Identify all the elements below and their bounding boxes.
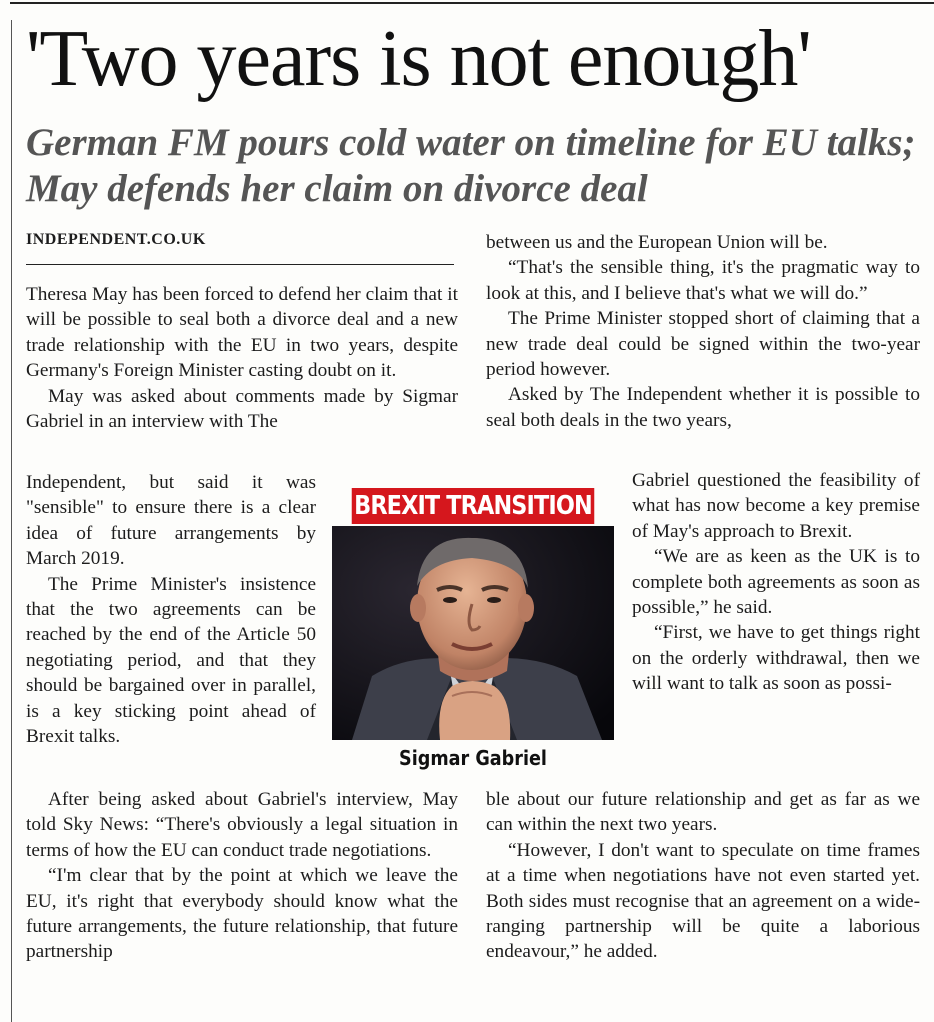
paragraph: Asked by The Independent whether it is possible to seal both deals in the two years, <box>486 384 920 431</box>
subheadline: German FM pours cold water on timeline for EU talks; May defends her claim on divorce deal <box>26 121 916 210</box>
article-left-narrow <box>26 470 316 749</box>
portrait-photo <box>332 526 614 740</box>
photo-caption: Sigmar Gabriel <box>399 746 547 770</box>
paragraph: Gabriel questioned the feasibility of what has now become a key premise of May's approach to Brexit. <box>632 470 920 542</box>
section-kicker: BREXIT TRANSITION <box>352 488 595 524</box>
paragraph: “First, we have to get things right on the orderly withdrawal, then we will want to talk as soon as possi- <box>632 622 920 695</box>
paragraph: “However, I don't want to speculate on time frames at a time when negotiations have not even started yet. Both sides must recognise that an agreement on a wide-ranging partnership will be quite a laborious endeavour,” he added. <box>486 839 920 963</box>
paragraph: “I'm clear that by the point at which we leave the EU, it's right that everybody should know what the future arrangements, the future relationship, that future partnership <box>26 865 458 963</box>
top-rule <box>10 2 934 4</box>
article-right-bottom <box>486 787 920 965</box>
paragraph: ble about our future relationship and get as far as we can within the next two years. <box>486 789 920 836</box>
source-byline: INDEPENDENT.CO.UK <box>26 231 206 248</box>
paragraph: Independent, but said it was "sensible" to ensure there is a clear idea of future arrangements by March 2019. <box>26 472 316 570</box>
paragraph: May was asked about comments made by Sigmar Gabriel in an interview with The <box>26 385 458 433</box>
headline: 'Two years is not enough' <box>26 15 811 103</box>
paragraph: The Prime Minister stopped short of claiming that a new trade deal could be signed within the two-year period however. <box>486 308 920 381</box>
portrait-illustration <box>332 526 614 740</box>
article-right-narrow <box>632 468 920 697</box>
paragraph: After being asked about Gabriel's interview, May told Sky News: “There's obviously a legal situation in terms of how the EU can conduct trade negotiations. <box>26 789 458 861</box>
article-left-bottom <box>26 787 458 965</box>
photo-block <box>332 488 614 778</box>
column-rule-left <box>11 20 12 1022</box>
paragraph: between us and the European Union will be. <box>486 232 828 253</box>
paragraph: “We are as keen as the UK is to complete both agreements as soon as possible,” he said. <box>632 546 920 619</box>
article-left-top <box>26 282 458 434</box>
paragraph: “That's the sensible thing, it's the pragmatic way to look at this, and I believe that's what we will do.” <box>486 257 920 304</box>
byline-rule <box>26 264 454 265</box>
paragraph: Theresa May has been forced to defend her claim that it will be possible to seal both a divorce deal and a new trade relationship with the EU in two years, despite Germany's Foreign Minister casting doubt on it. <box>26 284 458 382</box>
article-right-top <box>486 230 920 433</box>
paragraph: The Prime Minister's insistence that the two agreements can be reached by the end of the Article 50 negotiating period, and that they should be bargained over in parallel, is a key sticking point ahead of Brexit talks. <box>26 573 316 748</box>
